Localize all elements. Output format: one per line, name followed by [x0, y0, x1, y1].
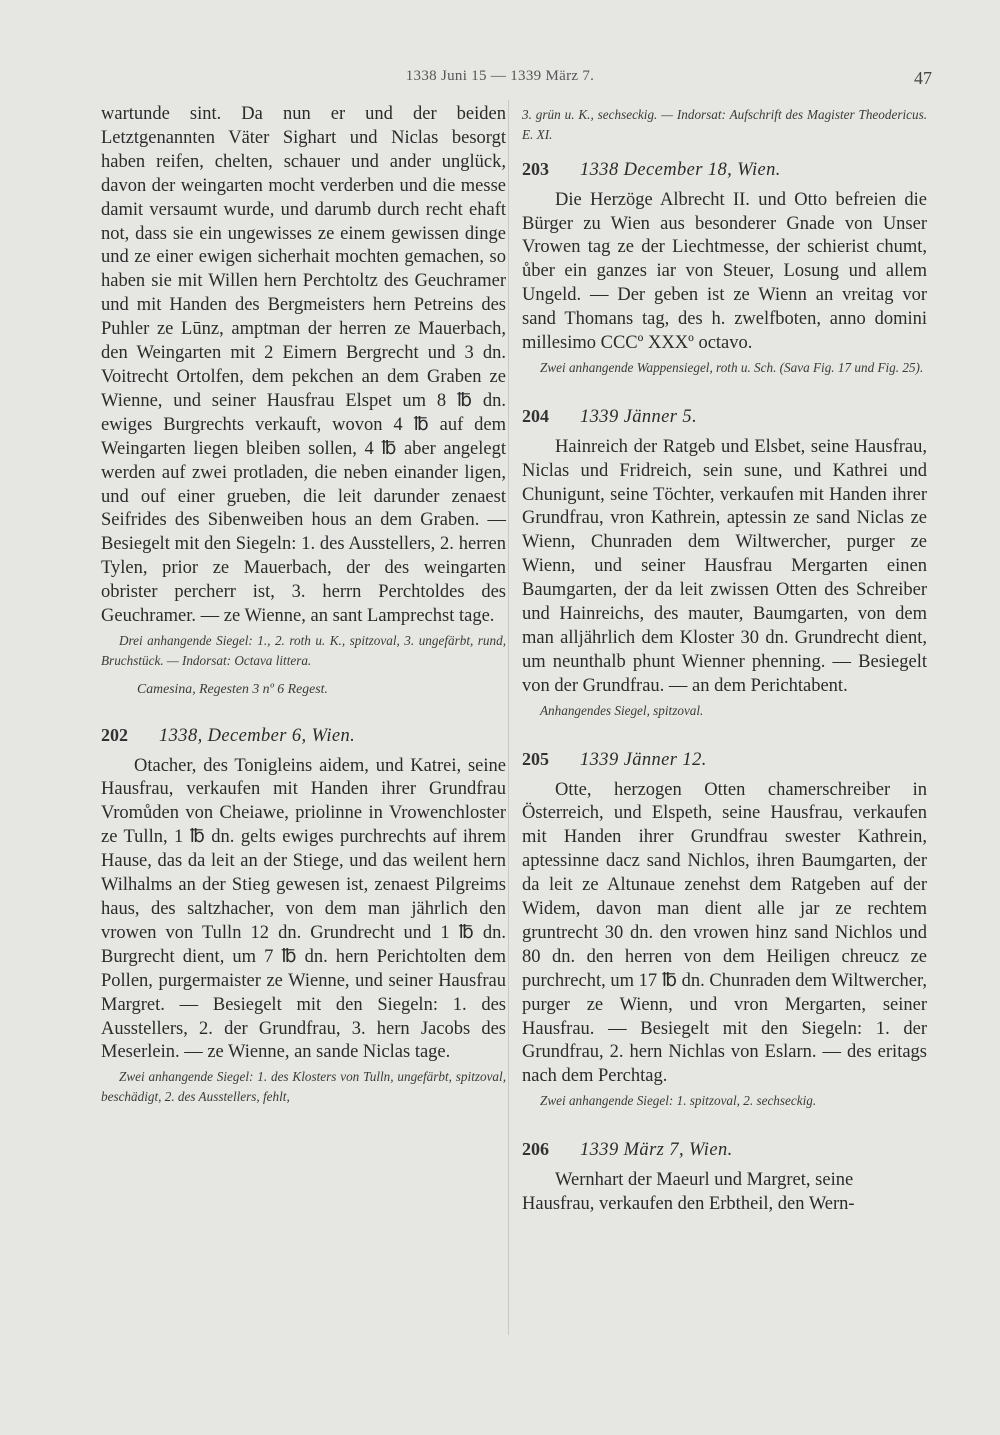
left-column — [101, 103, 506, 1107]
entry-206-text: Wernhart der Maeurl und Margret, seine Hausfrau, verkaufen den Erbtheil, den Wern- — [522, 1170, 855, 1214]
entry-206-heading — [522, 1139, 927, 1161]
entry-206-number: 206 — [522, 1139, 549, 1160]
entry-205-heading — [522, 749, 927, 771]
entry-202-heading — [101, 725, 506, 747]
entry-205-seal-note: Zwei anhangende Siegel: 1. spitzoval, 2. sechseckig. — [540, 1093, 817, 1109]
entry-204-date: 1339 Jänner 5. — [580, 406, 698, 427]
entry-203-heading — [522, 159, 927, 181]
entry-203-text: Die Herzöge Albrecht II. und Otto befreien die Bürger zu Wien aus besonderer Gnade von Unser Vrowen tag ze der Liechtmesse, der schierist chumt, ůber ein ganzes iar von Steuer, Losung und allem Ungeld. — Der geben ist ze Wienn an vreitag vor sand Thomans tag, des h. zwelfboten, anno domini millesimo CCCº XXXº octavo. — [522, 189, 927, 354]
entry-204-heading — [522, 406, 927, 428]
entry-202-number: 202 — [101, 724, 128, 745]
entry-201-seal-note: Drei anhangende Siegel: 1., 2. roth u. K., spitzoval, 3. ungefärbt, rund, Bruchstück. — Indorsat: Octava littera. — [101, 632, 506, 668]
entry-202-text: Otacher, des Tonigleins aidem, und Katrei, seine Hausfrau, verkaufen mit Handen ihrer Grundfrau Vromůden von Cheiawe, priolinne in Vrowenchloster ze Tulln, 1 ℔ dn. gelts ewiges purchrechts auf ihrem Hause, das da leit an der Stiege, und das weilent hern Wilhalms an der Stieg gewesen ist, zenaest Pilgreims haus, des saltzhacher, von dem man jährlich den vrowen von Tulln 12 dn. Grundrecht und 1 ℔ dn. Burgrecht dient, um 7 ℔ dn. hern Perichtolten dem Pollen, purgermaister ze Wienne, und seiner Hausfrau Margret. — Besiegelt mit den Siegeln: 1. des Ausstellers, 2. der Grundfrau, 3. hern Jacobs des Meserlein. — ze Wienne, an sande Niclas tage. — [101, 755, 506, 1063]
entry-203-number: 203 — [522, 158, 549, 179]
right-column — [522, 103, 927, 1217]
entry-202-seal-note: Zwei anhangende Siegel: 1. des Klosters von Tulln, ungefärbt, spitzoval, beschädigt, 2. des Ausstellers, fehlt, — [101, 1069, 506, 1105]
page-number: 47 — [914, 68, 932, 88]
entry-204-text: Hainreich der Ratgeb und Elsbet, seine Hausfrau, Niclas und Fridreich, sein sune, und Kathrei und Chunigunt, seine Töchter, verkaufen mit Handen ihrer Grundfrau, vron Kathrein, aptessin ze sand Niclas ze Wienn, Chunraden dem Wiltwercher, purger ze Wienn, und seiner Hausfrau Mergarten einen Baumgarten, der da leit zwissen Otten des Schreiber und Hainreichs, des mauter, Baumgarten, von dem man alljährlich dem Kloster 30 dn. Grundrecht dient, um neunthalb phunt Wienner phenning. — Besiegelt von der Grundfrau. — an dem Perichtabent. — [522, 436, 927, 696]
entry-203-date: 1338 December 18, Wien. — [580, 159, 781, 180]
entry-205-number: 205 — [522, 748, 549, 769]
entry-201-continuation-text: wartunde sint. Da nun er und der beiden Letztgenannten Väter Sighart und Niclas besorgt haben reifen, chelten, schauer und ander unglück, davon der weingarten mocht verderben und die messe damit versaumt wurde, und darumb durch recht ehaft not, dass sie ein ungewisses ze einem gewissen dinge und ze einer ewigen sicherhait mochten gemachen, so haben sie mit Willen hern Perchtoltz des Geuchramer und mit Handen des Bergmeisters hern Petreins des Puhler ze Lūnz, amptman der herren ze Mauerbach, den Weingarten mit 2 Eimern Bergrecht und 3 dn. Voitrecht Ortolfen, dem pekchen an dem Graben ze Wienne, und seiner Hausfrau Elspet um 8 ℔ dn. ewiges Burgrechts verkauft, wovon 4 ℔ auf dem Weingarten liegen bleiben sollen, 4 ℔ aber angelegt werden auf zwei protladen, die neben einander ligen, und ouf einer grueben, die leit darunder zenaest Seifrides des Sibenweiben hous an dem Graben. — Besiegelt mit den Siegeln: 1. des Ausstellers, 2. herren Tylen, prior ze Mauerbach, der des weingarten obrister percherr ist, 3. herrn Perchtoldes des Geuchramer. — ze Wienne, an sant Lamprechst tage. — [101, 104, 506, 627]
running-header-date-range: 1338 Juni 15 — 1339 März 7. — [405, 68, 595, 84]
entry-201-reference: Camesina, Regesten 3 nº 6 Regest. — [137, 680, 328, 696]
entry-203-seal-note: Zwei anhangende Wappensiegel, roth u. Sch. (Sava Fig. 17 und Fig. 25). — [540, 359, 924, 375]
entry-202-date: 1338, December 6, Wien. — [159, 725, 356, 746]
column-divider — [508, 100, 509, 1335]
entry-205-date: 1339 Jänner 12. — [580, 749, 707, 770]
entry-206-date: 1339 März 7, Wien. — [580, 1140, 733, 1161]
entry-204-seal-note: Anhangendes Siegel, spitzoval. — [540, 702, 704, 718]
entry-204-number: 204 — [522, 405, 549, 426]
entry-205-text: Otte, herzogen Otten chamerschreiber in Österreich, und Elspeth, seine Hausfrau, verkaufen mit Handen ihrer Grundfrau swester Kathrein, aptessinne dacz sand Nichlos, ihren Baumgarten, der da leit ze Altunaue zenehst dem Ratgeben auf der Widem, davon man dient alle jar ze rechtem gruntrecht 30 dn. den vrowen hinz sand Nichlos und 80 dn. den herren von dem Heiligen chreucz ze purchrecht, um 17 ℔ dn. Chunraden dem Wiltwercher, purger ze Wienn, und vron Mergarten, seiner Hausfrau. — Besiegelt mit den Siegeln: 1. der Grundfrau, 2. hern Nichlas von Eslarn. — des eritags nach dem Perchtag. — [522, 779, 927, 1087]
entry-202-seal-note-continuation: 3. grün u. K., sechseckig. — Indorsat: Aufschrift des Magister Theodericus. E. XI. — [522, 107, 927, 142]
